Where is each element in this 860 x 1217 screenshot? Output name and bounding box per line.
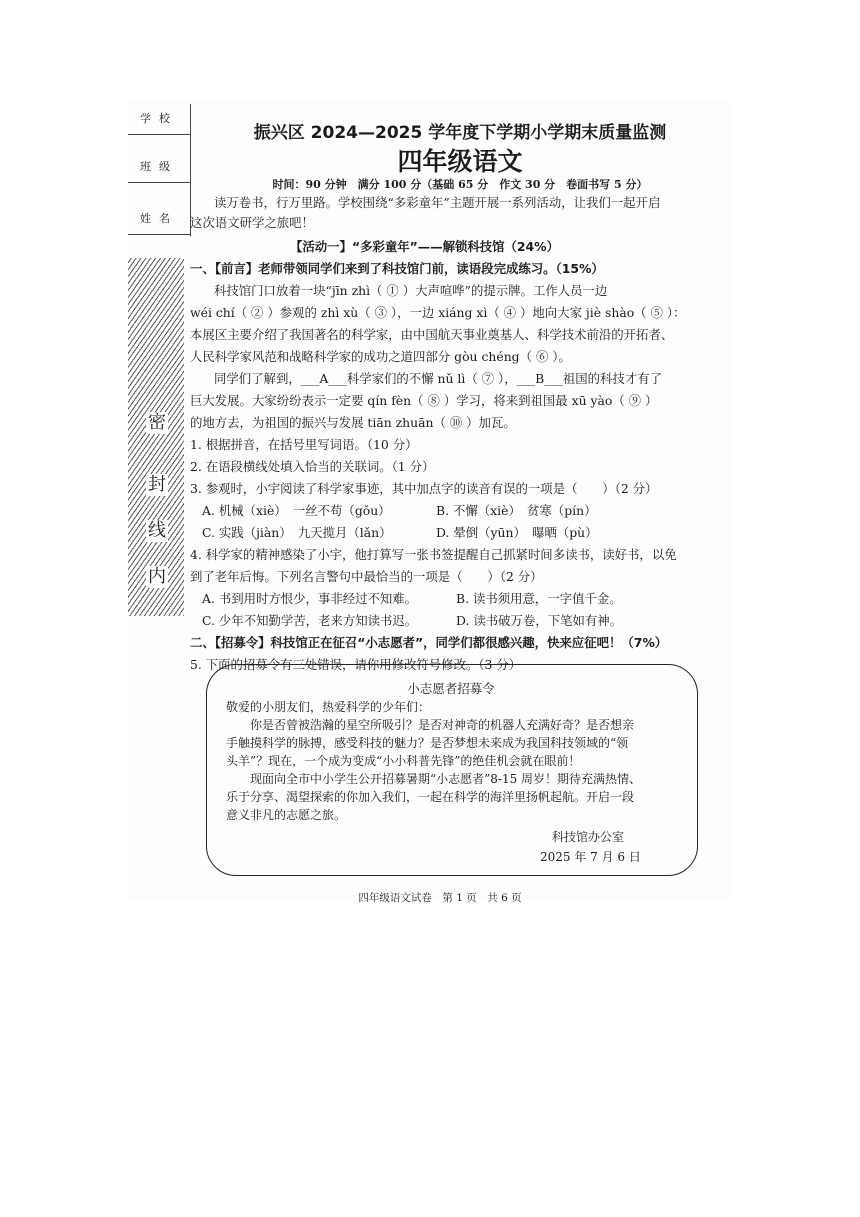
notice-greeting: 敬爱的小朋友们，热爱科学的少年们：	[226, 700, 431, 714]
notice-date: 2025 年 7 月 6 日	[540, 850, 641, 864]
option-a: A. 机械（xiè） 一丝不苟（gǒu）	[202, 503, 391, 518]
question: 3. 参观时，小宇阅读了科学家事迹，其中加点字的读音有误的一项是（ ）（2 分）	[190, 481, 658, 496]
intro-line: 这次语文研学之旅吧！	[190, 215, 314, 230]
seal-char-4: 内	[148, 566, 166, 587]
notice-line: 现面向全市中小学生公开招募暑期“小志愿者”8-15 周岁！期待充满热情、	[250, 772, 642, 786]
intro-line: 读万卷书，行万里路。学校围绕“多彩童年”主题开展一系列活动，让我们一起开启	[214, 195, 661, 210]
question: 到了老年后悔。下列名言警句中最恰当的一项是（ ）（2 分）	[190, 569, 543, 584]
option-d: D. 读书破万卷，下笔如有神。	[456, 613, 623, 628]
seal-hatch-strip	[128, 258, 184, 616]
page-footer: 四年级语文试卷 第 1 页 共 6 页	[358, 892, 522, 904]
class-label: 班级	[128, 156, 190, 183]
exam-title: 振兴区 2024—2025 学年度下学期小学期末质量监测	[253, 123, 667, 143]
notice-title: 小志愿者招募令	[407, 681, 495, 696]
passage-line: 同学们了解到，___A___科学家们的不懈 nǔ lì（ ⑦ ），___B___祖国的科技才有了	[214, 371, 662, 386]
seal-char-2: 封	[148, 474, 166, 495]
seal-char-1: 密	[148, 412, 166, 433]
school-label: 学校	[128, 108, 190, 135]
section-heading: 二、【招募令】科技馆正在征召“小志愿者”，同学们都很感兴趣，快来应征吧！（7%）	[190, 635, 668, 650]
passage-line: 本展区主要介绍了我国著名的科学家，由中国航天事业奠基人、科学技术前沿的开拓者、	[190, 327, 674, 342]
notice-line: 意义非凡的志愿之旅。	[226, 808, 347, 822]
passage-line: 科技馆门口放着一块“jīn zhì（ ① ）大声喧哗”的提示牌。工作人员一边	[214, 283, 608, 298]
notice-line: 你是否曾被浩瀚的星空所吸引？是否对神奇的机器人充满好奇？是否想亲	[250, 718, 635, 732]
option-a: A. 书到用时方恨少，事非经过不知难。	[202, 591, 418, 606]
option-b: B. 读书须用意，一字值千金。	[456, 591, 622, 606]
option-c: C. 少年不知勤学苦，老来方知读书迟。	[202, 613, 418, 628]
option-c: C. 实践（jiàn） 九天揽月（lǎn）	[202, 525, 392, 540]
passage-line: wéi chí（ ② ）参观的 zhì xù（ ③ ），一边 xiáng xì（ ④ ）地向大家 jiè shào（ ⑤ ）：	[190, 305, 686, 320]
exam-meta: 时间：90 分钟 满分 100 分（基础 65 分 作文 30 分 卷面书写 5 分）	[272, 178, 648, 191]
notice-signature: 科技馆办公室	[552, 830, 625, 844]
question: 2. 在语段横线处填入恰当的关联词。（1 分）	[190, 459, 435, 474]
notice-line: 乐于分享、渴望探索的你加入我们，一起在科学的海洋里扬帆起航。开启一段	[226, 790, 635, 804]
notice-line: 头羊”？现在，一个成为变成“小小科普先锋”的绝佳机会就在眼前！	[226, 754, 581, 768]
option-d: D. 晕倒（yūn） 曝晒（pù）	[436, 525, 598, 540]
seal-char-3: 线	[148, 520, 166, 541]
question: 5. 下面的招募令有三处错误，请你用修改符号修改。（3 分）	[190, 657, 522, 672]
passage-line: 的地方去，为祖国的振兴与发展 tiān zhuān（ ⑩ ）加瓦。	[190, 415, 516, 430]
question: 1. 根据拼音，在括号里写词语。（10 分）	[190, 437, 418, 452]
passage-line: 巨大发展。大家纷纷表示一定要 qín fèn（ ⑧ ）学习，将来到祖国最 xū yào（ ⑨ ）	[190, 393, 658, 408]
exam-subtitle: 四年级语文	[397, 147, 523, 176]
activity-heading: 【活动一】“多彩童年”——解锁科技馆（24%）	[290, 239, 559, 254]
passage-line: 人民科学家风范和战略科学家的成功之道四部分 gòu chéng（ ⑥ ）。	[190, 349, 571, 364]
option-b: B. 不懈（xiè） 贫寒（pín）	[436, 503, 597, 518]
question: 4. 科学家的精神感染了小宇，他打算写一张书签提醒自己抓紧时间多读书，读好书，以免	[190, 547, 677, 562]
section-heading: 一、【前言】老师带领同学们来到了科技馆门前，读语段完成练习。（15%）	[190, 261, 604, 276]
name-label: 姓名	[128, 208, 190, 235]
notice-line: 手触摸科学的脉搏，感受科技的魅力？是否梦想未来成为我国科技领域的“领	[226, 736, 629, 750]
